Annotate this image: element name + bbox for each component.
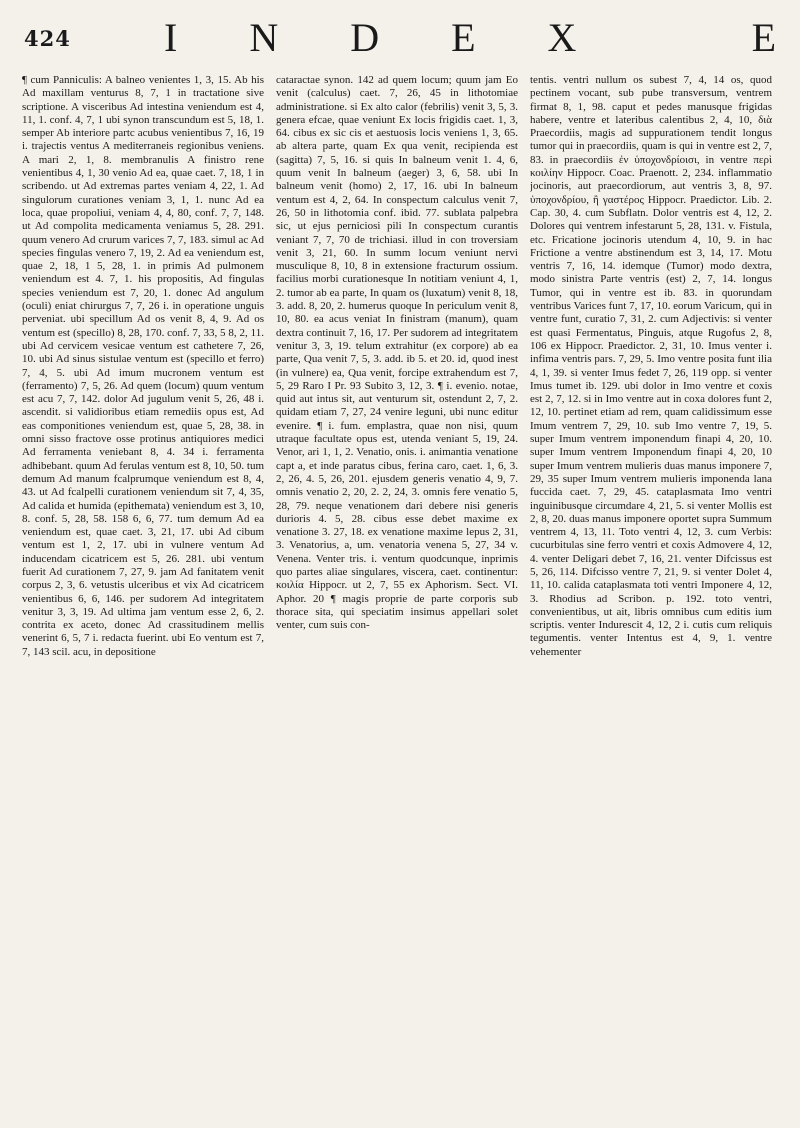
index-column-2 [276,74,518,1122]
index-entry-text: cataractae synon. 142 ad quem locum; quum jam Eo venit (calculus) caet. 7, 26, 45 in lithotomiae administratione. si Ex alto calor (febrilis) venit 3, 5, 3. genera efcae, quae veniunt Ex locis frigidis caet. 1, 3, 64. cibus ex sic cis et aestuosis locis veniens 1, 3, 65. ab altera parte, quam Ex qua venit, recipienda est (sagitta) 7, 5, 16. si quis In balneum venit 1. 4, 6, quum venit In balneum (aeger) 3, 6, 58. ubi In balneum venit (homo) 2, 17, 16. ubi In balneum ventum est 4, 2, 64. In conspectum calculus venit 7, 26, 50 in lithotomia conf. ibid. 77. sublata palpebra sic, ut ejus perniciosi pili In conspectum curantis veniant 7, 7, 70 de trichiasi. illud in con troversiam venit 3, 21, 60. In summ locum veniunt nervi musculique 8, 10, 8 in extensione fracturum ossium. facilius morbi curationesque In notitiam veniunt 4, 1, 2. tumor ab ea parte, In quam os (luxatum) venit 8, 18, 3. add. 8, 20, 2. humerus quoque In periculum venit 8, 10, 80. ea acus veniat In finistram (manum), quam dextra continuit 7, 16, 17. Per sudorem ad integritatem venitur 3, 3, 19. telum extrahitur (ex corpore) ab ea parte, Qua venit 7, 5, 3. add. ib 5. et 20. id, quod inest (in vulnere) ea, Qua venit, forcipe extrahendum est 7, 5, 29 Raro I Pr. 93 Subito 3, 12, 3. ¶ i. evenio. notae, quid aut intus sit, aut venturum sit, ostendunt 2, 7, 2. quidam etiam 7, 27, 24 venire leguni, ubi nunc editur evenire. ¶ i. fum. emplastra, quae non nisi, quum utraque facultate opus est, utenda veniant 5, 19, 24. Venor, ari 1, 1, 2. Venatio, onis. i. animantia venatione capt a, et inde paratus cibus, ferina caro, caet. 1, 6, 3. 2, 26, 4. 5, 26, 201. ejusdem generis venatio 4, 9, 7. omnis venatio 2, 20, 2. 2, 24, 3. omnis fere venatio 5, 28, 79. neque venationem dari debere nisi generis durioris 4. 5, 28. cibus esse debet maxime ex venatione 3. 27, 18. ex venatione maxime lepus 2, 31, 3. Venatorius, a, um. venatoria venena 5, 27, 34 v. Venena. Venter tris. i. ventum quodcunque, inprimis quo partes aliae singulares, viscera, caet. continentur: κοιλία Hippocr. ut 2, 7, 55 ex Aphorism. Sect. VI. Aphor. 20 ¶ magis proprie de parte corporis sub thorace sita, qui speciatim insimus appellari solet venter, cum suis con- [276,74,518,632]
index-entry-text: tentis. ventri nullum os subest 7, 4, 14 os, quod pectinem vocant, sub pube transversum, ventrem firmat 8, 1, 98. caput et pedes manusque frigidas habere, ventre et lateribus calentibus 2, 4, 10, διὰ Praecordiis, magis ad suppurationem tendit longus tumor qui in praecordiis, quam is qui in ventre est 2, 7, 83. in praecordiis ἐν ὑποχονδρίοισι, in ventre περὶ κοιλίην Hippocr. Coac. Praenott. 2, 234. inflammatio jocinoris, aut praecordiorum, aut ventris 3, 8, 97. ὑποχονδρίου, ἢ γαστέρος Hippocr. Praedictor. Lib. 2. Cap. 30, 4. cum Subflatn. Dolor ventris est 4, 12, 2. Dolores qui ventrem infestarunt 5, 28, 131. v. Fistula, etc. Fricatione jocinoris utendum 4, 10, 9. in hac Frictione a ventre abstinendum est 3, 14, 17. Motu ventris 7, 16, 14. idemque (Tumor) modo dextra, modo sinistra Parte ventris (est) 2, 7, 14. longus Tumor, qui in ventre est ib. 83. in quorundam ventribus Varices funt 7, 17, 10. eorum Varicum, qui in ventre funt, curatio 7, 31, 2. cum Adjectivis: si venter est quasi Fermentatus, Pinguis, atque Rugofus 2, 8, 106 ex Hippocr. Praedictor. 2, 31, 10. Imus venter i. infima ventris pars. 7, 29, 5. Imo ventre posita funt ilia 4, 1, 39. si venter Imus fedet 7, 26, 119 opp. si venter Imus tumet ib. 129. ubi dolor in Imo ventre et coxis est 2, 7, 12. si in Imo ventre aut in coxa dolores funt 2, 12, 10. pertinet etiam ad rem, quam calidissimum esse Imum ventrem 7, 29, 10. sub Imo ventre 7, 19, 5. super Imum ventrem imponendum finapi 4, 20, 10. super Imum ventrem Imponendum finapi 4, 20, 10 super Imum ventrem mulieris duas manus imponere 7, 29, 35 super Imum ventrem mulieris imponenda lana fuccida caet. 7, 29, 45. cataplasmata Imo ventri inguinibusque circumdare 4, 21, 5. si venter Mollis est 2, 8, 20. duas manus imponere oportet supra Summum ventrem 4, 13, 11. Toto ventri 4, 12, 3. cum Verbis: cucurbitulas sine ferro ventri et coxis Admovere 4, 12, 4. venter Deligari debet 7, 16, 21. venter Difcissus est 5, 26, 114. Difcisso ventre 7, 21, 9. si venter Dolet 4, 11, 10. calida cataplasmata toti ventri Imponere 4, 12, 3. Rhodius ad Scribon. p. 192. toto ventri, convenientibus, ut ait, libris omnibus cum editis ium scriptis. venter Indurescit 4, 12, 2 i. cutis cum reliquis tegumentis. venter Intentus est 4, 9, 1. ventre vehementer [530,74,772,658]
index-column-3 [530,74,772,1122]
page-header [24,8,776,68]
page-number: 424 [24,26,71,51]
index-column-1 [22,74,264,1122]
index-entry-text: ¶ cum Panniculis: A balneo venientes 1, 3, 15. Ab his Ad maxillam venturus 8, 7, 1 in tractatione sive scriptione. A visceribus Ad intestina veniendum est 4, 11, 1. conf. 4, 7, 1 ubi synon transcundum est 5, 18, 1. semper Ab interiore partc acubus venientibus 7, 16, 19 i. trajectis ventus A mediterraneis regionibus veniens. A mari 2, 1, 8. membranulis A finistro rene venientibus 4, 1, 30 venio Ad ea, quae caet. 7, 18, 1 in scribendo. ut Ad extremas partes veniam 4, 22, 1. Ad singulorum curationes veniam 3, 1, 1. nunc Ad ea loca, quae propoliui, veniam 4, 4, 80, conf. 7, 7, 148. ut Ad compolita medicamenta veniamus 5, 28. 291. quum venero Ad crurum varices 7, 7, 183. simul ac Ad species fingulas venero 7, 19, 2. Ad ea veniendum est, quae 2, 18, 1 5, 28, 1. in primis Ad pulmonem veniendum est 4. 7, 1. his propositis, Ad fingulas species veniendum est 7, 20, 1. donec Ad angulum (oculi) eniat chirurgus 7, 7, 26 i. in operatione unguis perveniat. ubi specillum Ad os venit 8, 4, 9. Ad os ventum est (specillo) 8, 28, 170. conf. 7, 33, 5 8, 2, 11. ubi Ad cervicem vesicae ventum est catheterе 7, 26, 10. ubi Ad sinus sistulae ventum est (specillo et ferro) 7, 4, 5. ubi Ad imum mucronem ventum est (ferramento) 7, 5, 26. Ad quem (locum) quum ventum est acu 7, 7, 142. dolor Ad jugulum venit 5, 26, 48 i. ascendit. si validioribus etiam remediis opus est, Ad eas componitiones veniendum est, quae 5, 28, 38. in omni sisso fractove osse protinus antiquiores medici Ad ferramenta veniebant 8, 4. 34 i. ferramenta adhibebant. quum Ad ferulas ventum est 8, 10, 50. tum demum Ad manum fcalprumque veniendum est 8, 4, 43. ut Ad fcalpelli curationem veniendum sit 7, 4, 35, Ad calida et humida (epithemata) veniendum est 3, 10, 8. conf. 5, 28, 58. 158 6, 6, 77. tum demum Ad ea veniendum est, quae caet. 3, 21, 17. ubi Ad cibum ventum est 1, 2, 17. ubi in vulnere ventum Ad inducendam cicatricem est 5, 26. 281. ubi ventum fuerit Ad curationem 7, 27, 9. jam Ad fanitatem venit corpus 2, 3, 6. vetustis ulceribus et vix Ad cicatricem venientibus 6, 6, 146. per sudorem Ad integritatem venitur 3, 3, 19. Ad ultima jam ventum esse 2, 6, 2. contrita ex aceto, donec Ad crassitudinem mellis venerint 6, 5, 7 i. redacta fuerint. ubi Eo ventum est 7, 7, 143 scil. acu, in depositione [22,74,264,658]
running-title: INDEX [164,15,649,60]
section-letter: E [751,15,776,60]
